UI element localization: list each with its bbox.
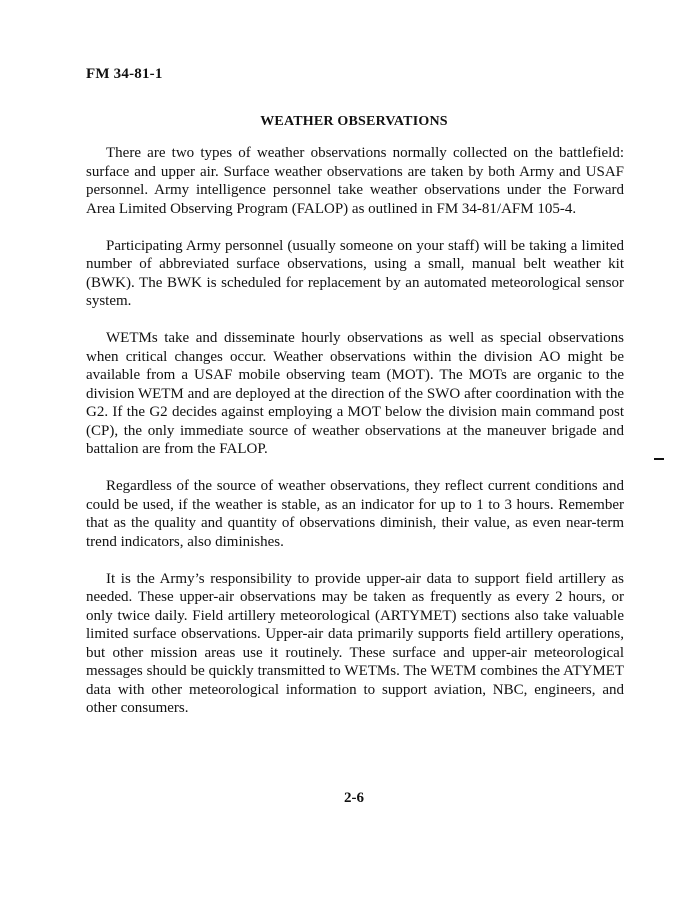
change-bar-mark bbox=[654, 458, 664, 460]
paragraph-surface-upper-air: There are two types of weather observations normally collected on the battlefield: surface and upper air. Surface weather observations are taken by both Army and USAF personnel. Army intelligence personnel take weather observations under the Forward Area Limited Observing Program (FALOP) as outlined in FM 34-81/AFM 105-4. bbox=[86, 145, 624, 217]
section-title: WEATHER OBSERVATIONS bbox=[260, 114, 448, 129]
paragraph-upper-air-data: It is the Army’s responsibility to provide upper-air data to support field artillery as needed. These upper-air observations may be taken as frequently as every 2 hours, or only twice daily. Field artillery meteorological (ARTYMET) sections also take valuable limited surface observations. Upper-air data primarily supports field artillery operations, but other mission areas use it routinely. These surface and upper-air meteorological messages should be quickly transmitted to WETMs. The WETM combines the ATYMET data with other meteorological information to support aviation, NBC, engineers, and other consumers. bbox=[86, 570, 624, 716]
paragraph-wetms: WETMs take and disseminate hourly observations as well as special observations when critical changes occur. Weather observations within the division AO might be available from a USAF mobile observing team (MOT). The MOTs are organic to the division WETM and are deployed at the direction of the SWO after coordination with the G2. If the G2 decides against employing a MOT below the division main command post (CP), the only immediate source of weather observations at the maneuver brigade and battalion are from the FALOP. bbox=[86, 330, 624, 457]
body-text bbox=[86, 144, 624, 736]
document-header: FM 34-81-1 bbox=[86, 66, 163, 82]
paragraph-regardless: Regardless of the source of weather observations, they reflect current conditions and could be used, if the weather is stable, as an indicator for up to 1 to 3 hours. Remember that as the quality and quantity of observations diminish, their value, as even near-term trend indicators, also diminishes. bbox=[86, 478, 624, 550]
page-number: 2-6 bbox=[344, 790, 364, 806]
paragraph-army-personnel: Participating Army personnel (usually someone on your staff) will be taking a limited number of abbreviated surface observations, using a small, manual belt weather kit (BWK). The BWK is scheduled for replacement by an automated meteorological sensor system. bbox=[86, 237, 624, 309]
